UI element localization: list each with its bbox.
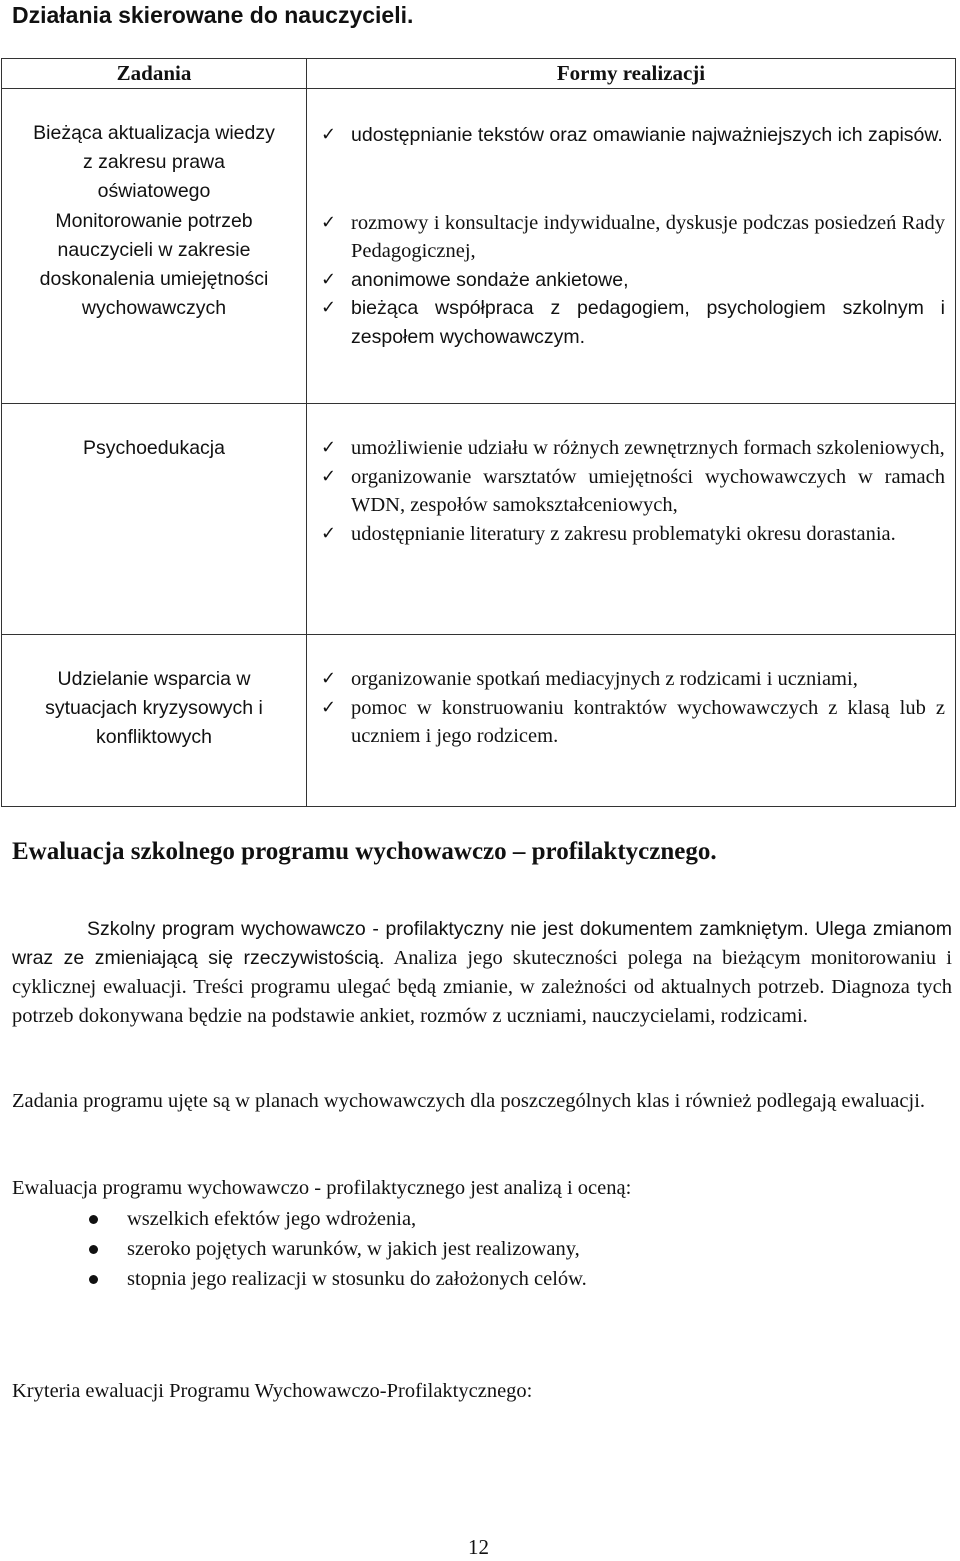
forms-cell xyxy=(307,89,956,207)
list-item: ✓ anonimowe sondaże ankietowe, xyxy=(321,266,945,295)
list-item: ✓ udostępnianie tekstów oraz omawianie najważniejszych ich zapisów. xyxy=(321,121,945,150)
task-line: konfliktowych xyxy=(96,726,212,748)
paragraph-intro xyxy=(12,915,952,1031)
table-row xyxy=(2,207,956,404)
list-item: wszelkich efektów jego wdrożenia, xyxy=(85,1204,587,1234)
task-line: Bieżąca aktualizacja wiedzy xyxy=(33,122,275,144)
bullet-icon xyxy=(89,1215,98,1224)
list-item: ✓ umożliwienie udziału w różnych zewnętrznych formach szkoleniowych, xyxy=(321,434,945,463)
forms-list xyxy=(307,209,955,352)
table-row xyxy=(2,89,956,207)
checkmark-icon: ✓ xyxy=(321,522,337,544)
task-line: z zakresu prawa xyxy=(83,151,225,173)
list-item: ✓ organizowanie warsztatów umiejętności wychowawczych w ramach WDN, zespołów samokształceniowych, xyxy=(321,463,945,520)
task-cell xyxy=(2,207,307,404)
checkmark-icon: ✓ xyxy=(321,668,337,689)
task-line: doskonalenia umiejętności xyxy=(39,267,269,290)
task-line: oświatowego xyxy=(97,180,211,202)
paragraph-evaluation: Ewaluacja programu wychowawczo - profilaktycznego jest analizą i oceną: xyxy=(12,1177,632,1199)
task-line: Monitorowanie potrzeb xyxy=(55,209,253,232)
table-row xyxy=(2,404,956,635)
checkmark-icon: ✓ xyxy=(321,696,337,718)
list-item: ✓ rozmowy i konsultacje indywidualne, dyskusje podczas posiedzeń Rady Pedagogicznej, xyxy=(321,209,945,266)
task-cell xyxy=(2,404,307,635)
list-item: ✓ udostępnianie literatury z zakresu problematyki okresu dorastania. xyxy=(321,520,945,549)
forms-cell xyxy=(307,207,956,404)
header-formy-realizacji: Formy realizacji xyxy=(307,59,956,89)
bullet-icon xyxy=(89,1245,98,1254)
list-item: szeroko pojętych warunków, w jakich jest realizowany, xyxy=(85,1234,587,1264)
paragraph-criteria: Kryteria ewaluacji Programu Wychowawczo-Profilaktycznego: xyxy=(12,1380,533,1402)
task-line: wychowawczych xyxy=(81,296,227,319)
tasks-table xyxy=(1,58,956,807)
page-number: 12 xyxy=(468,1535,489,1559)
table-header-row xyxy=(2,59,956,89)
list-item: stopnia jego realizacji w stosunku do założonych celów. xyxy=(85,1264,587,1294)
checkmark-icon: ✓ xyxy=(321,211,337,233)
task-line: sytuacjach kryzysowych i xyxy=(45,697,263,719)
paragraph-tasks: Zadania programu ujęte są w planach wychowawczych dla poszczególnych klas i również podlegają ewaluacji. xyxy=(12,1090,926,1112)
checkmark-icon: ✓ xyxy=(321,465,337,487)
task-line: Udzielanie wsparcia w xyxy=(57,668,251,690)
list-item: ✓ pomoc w konstruowaniu kontraktów wychowawczych z klasą lub z uczniem i jego rodzicem. xyxy=(321,694,945,751)
checkmark-icon: ✓ xyxy=(321,124,337,145)
task-line: nauczycieli w zakresie xyxy=(57,238,251,261)
task-cell xyxy=(2,635,307,807)
forms-cell xyxy=(307,635,956,807)
paragraph-intro-part1: Szkolny program wychowawczo - profilaktyczny nie jest dokumentem zamkniętym. Ulega zmianom wraz ze zmieniającą się rzeczywistością. xyxy=(12,918,952,969)
forms-list xyxy=(307,121,955,150)
checkmark-icon: ✓ xyxy=(321,437,337,458)
evaluation-list xyxy=(85,1204,587,1294)
header-zadania: Zadania xyxy=(2,59,307,89)
forms-cell xyxy=(307,404,956,635)
page-heading: Działania skierowane do nauczycieli. xyxy=(12,2,414,28)
table-row xyxy=(2,635,956,807)
task-line: Psychoedukacja xyxy=(82,437,225,459)
checkmark-icon: ✓ xyxy=(321,297,337,319)
section-title: Ewaluacja szkolnego programu wychowawczo – profilaktycznego. xyxy=(12,838,717,865)
forms-list xyxy=(307,434,955,548)
paragraph-intro-part2: Analiza jego skuteczności polega na bieżącym monitorowaniu i cyklicznej ewaluacji. Treści programu ulegać będą zmianie, w zależności od aktualnych potrzeb. Diagnoza tych potrzeb dokonywana będzie na podstawie ankiet, rozmów z uczniami, nauczycielami, rodzicami. xyxy=(12,947,953,1027)
forms-list xyxy=(307,665,955,751)
task-cell xyxy=(2,89,307,207)
checkmark-icon: ✓ xyxy=(321,268,337,290)
list-item: ✓ organizowanie spotkań mediacyjnych z rodzicami i uczniami, xyxy=(321,665,945,694)
list-item: ✓ bieżąca współpraca z pedagogiem, psychologiem szkolnym i zespołem wychowawczym. xyxy=(321,294,945,351)
bullet-icon xyxy=(89,1275,98,1284)
